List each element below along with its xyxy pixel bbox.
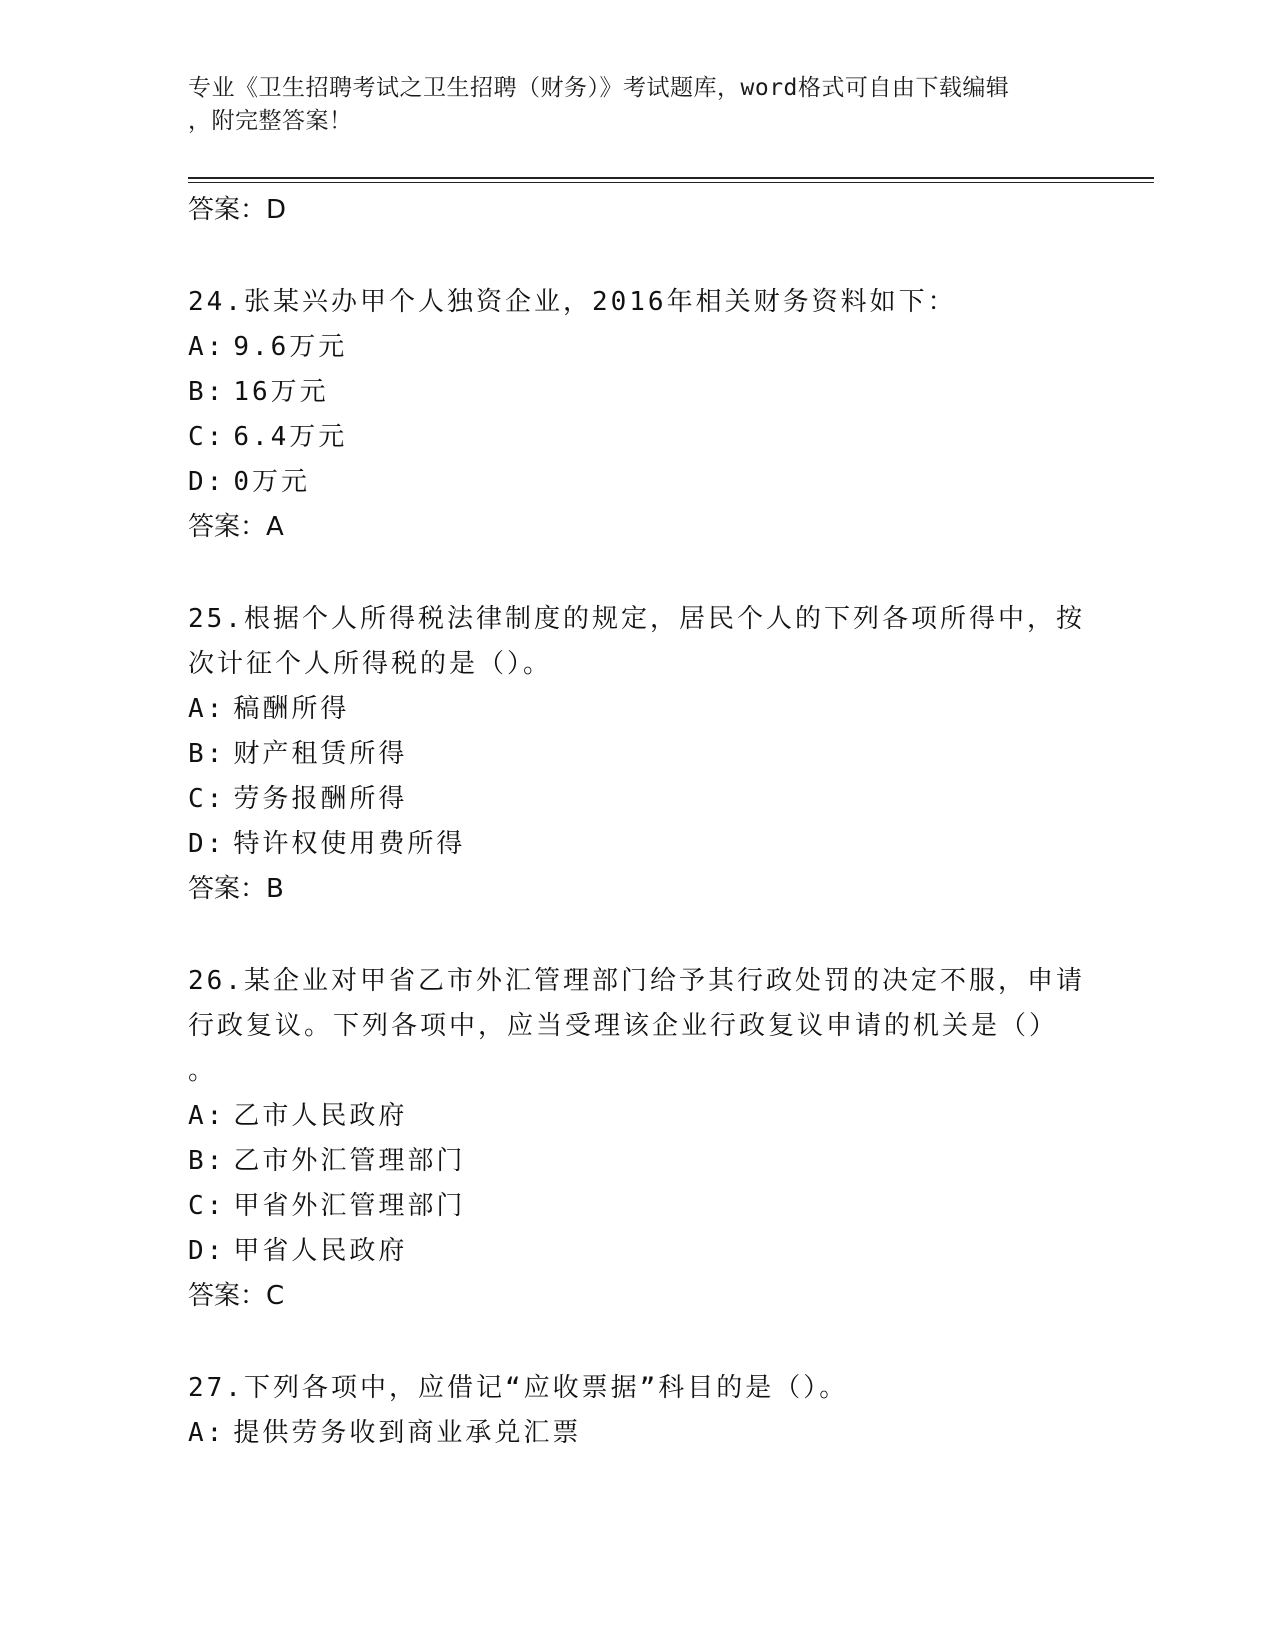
- previous-answer: 答案：D: [188, 195, 287, 225]
- option-label: C:: [188, 1191, 226, 1221]
- question-block: [188, 280, 1088, 550]
- option-label: A:: [188, 1101, 226, 1131]
- option-text: 16万元: [233, 377, 329, 407]
- option-label: D:: [188, 1236, 226, 1266]
- question-block: [188, 597, 1088, 912]
- option-label: B:: [188, 1146, 226, 1176]
- question-stem-line: 。: [188, 1056, 218, 1086]
- answer-option: [188, 460, 1088, 505]
- answer-option: [188, 415, 1088, 460]
- answer-option: [188, 1139, 1088, 1184]
- question-answer: 答案：A: [188, 512, 284, 542]
- question-stem-line: 行政复议。下列各项中，应当受理该企业行政复议申请的机关是（）: [188, 1011, 1059, 1041]
- option-text: 稿酬所得: [233, 694, 350, 724]
- option-text: 甲省人民政府: [233, 1236, 408, 1266]
- option-text: 特许权使用费所得: [233, 829, 466, 859]
- question-answer: 答案：B: [188, 874, 284, 904]
- header-line-1: 专业《卫生招聘考试之卫生招聘（财务）》考试题库，word格式可自由下载编辑: [188, 75, 1010, 101]
- question-spacer: [188, 1319, 1088, 1366]
- header-line-2: ，附完整答案！: [188, 108, 353, 134]
- option-label: B:: [188, 739, 226, 769]
- answer-option: [188, 1229, 1088, 1274]
- answer-option: [188, 732, 1088, 777]
- option-text: 6.4万元: [233, 422, 348, 452]
- header-divider: [188, 177, 1154, 183]
- answer-option: [188, 777, 1088, 822]
- option-text: 0万元: [233, 467, 310, 497]
- option-label: C:: [188, 784, 226, 814]
- question-spacer: [188, 912, 1088, 959]
- option-text: 财产租赁所得: [233, 739, 408, 769]
- question-spacer: [188, 233, 1088, 280]
- question-stem-line: 次计征个人所得税的是（）。: [188, 649, 553, 679]
- option-text: 乙市人民政府: [233, 1101, 408, 1131]
- option-text: 乙市外汇管理部门: [233, 1146, 466, 1176]
- option-label: D:: [188, 467, 226, 497]
- option-label: B:: [188, 377, 226, 407]
- option-label: D:: [188, 829, 226, 859]
- question-stem-line: 27.下列各项中，应借记“应收票据”科目的是（）。: [188, 1373, 849, 1403]
- page-header: [188, 72, 1088, 138]
- question-stem-line: 26.某企业对甲省乙市外汇管理部门给予其行政处罚的决定不服，申请: [188, 966, 1085, 996]
- option-label: A:: [188, 694, 226, 724]
- question-list: [188, 188, 1088, 1456]
- answer-option: [188, 687, 1088, 732]
- answer-option: [188, 1094, 1088, 1139]
- option-text: 劳务报酬所得: [233, 784, 408, 814]
- answer-option: [188, 325, 1088, 370]
- question-spacer: [188, 550, 1088, 597]
- answer-option: [188, 370, 1088, 415]
- answer-option: [188, 822, 1088, 867]
- question-answer: 答案：C: [188, 1281, 285, 1311]
- answer-option: [188, 1184, 1088, 1229]
- option-label: A:: [188, 1418, 226, 1448]
- question-block: [188, 959, 1088, 1319]
- question-stem-line: 24.张某兴办甲个人独资企业，2016年相关财务资料如下：: [188, 287, 957, 317]
- option-label: A:: [188, 332, 226, 362]
- option-label: C:: [188, 422, 226, 452]
- option-text: 提供劳务收到商业承兑汇票: [233, 1418, 582, 1448]
- question-block: [188, 1366, 1088, 1456]
- question-stem-line: 25.根据个人所得税法律制度的规定，居民个人的下列各项所得中，按: [188, 604, 1085, 634]
- answer-option: [188, 1411, 1088, 1456]
- option-text: 9.6万元: [233, 332, 348, 362]
- option-text: 甲省外汇管理部门: [233, 1191, 466, 1221]
